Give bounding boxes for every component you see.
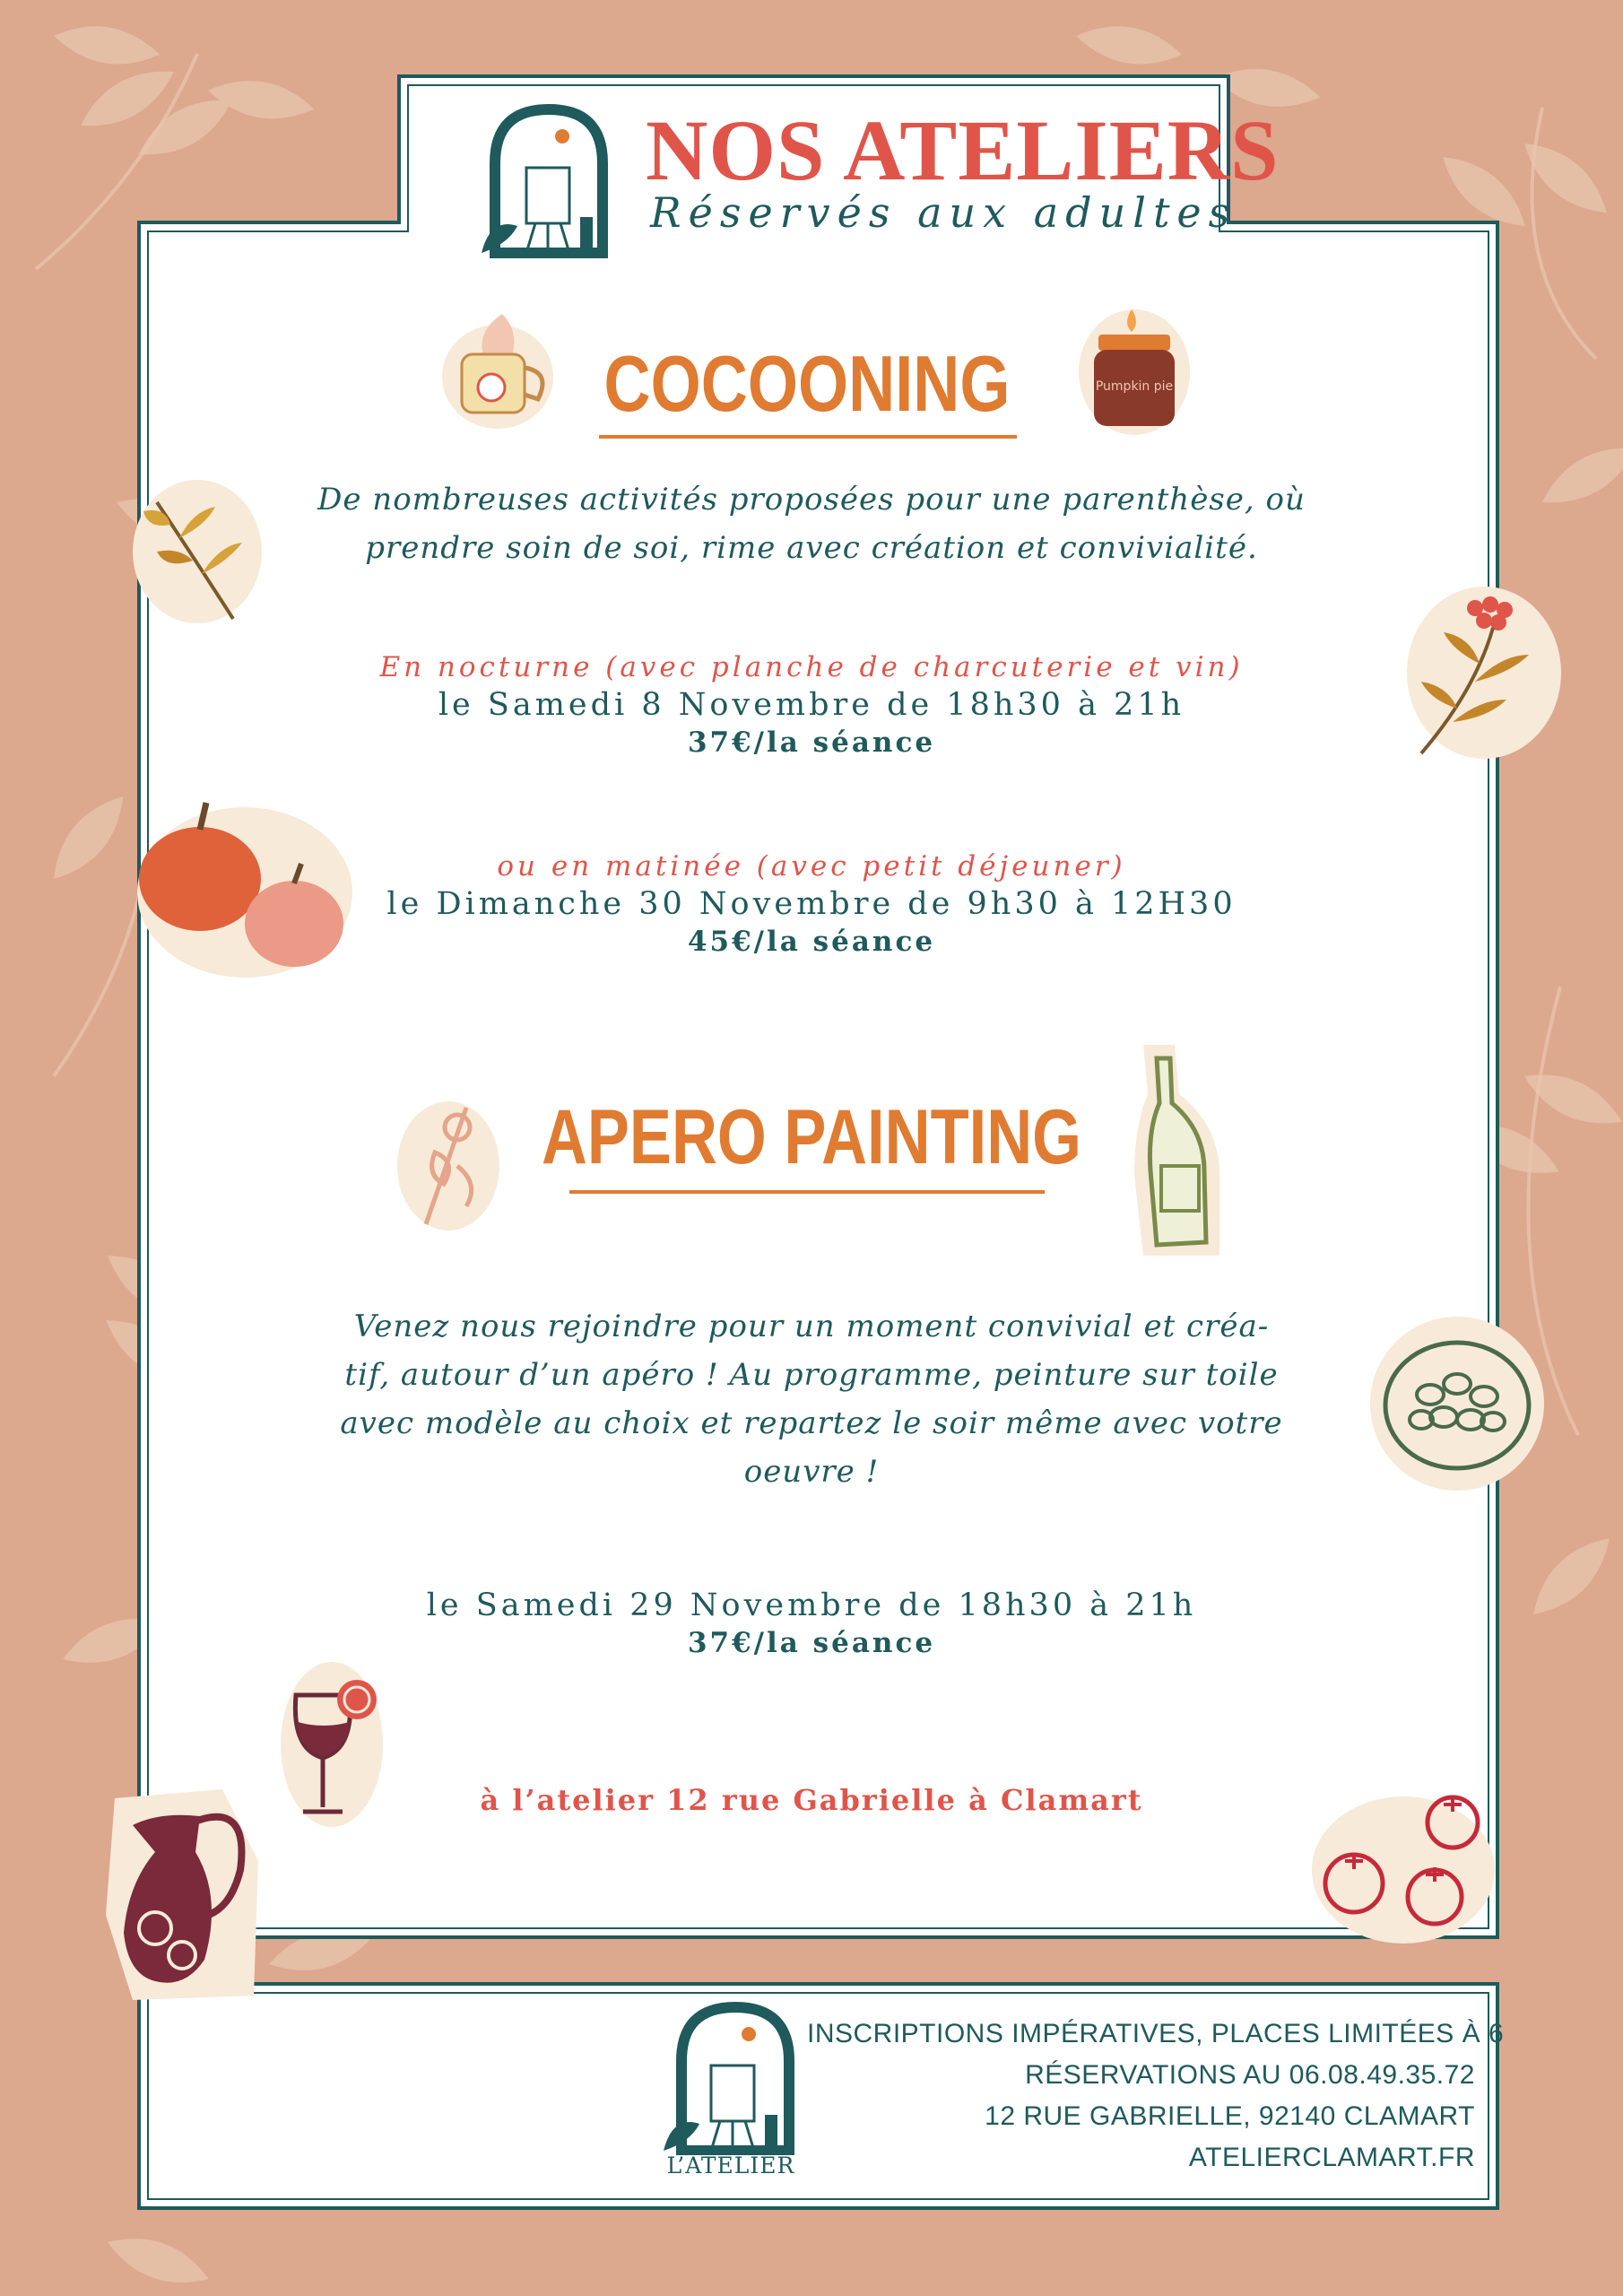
- footer-website-link[interactable]: ATELIERCLAMART.FR: [1188, 2143, 1475, 2172]
- apero-description-line-2: tif, autour d’un apéro ! Au programme, peinture sur toile: [344, 1357, 1279, 1393]
- olives-bowl-sticker-icon: [1367, 1314, 1547, 1493]
- apero-description-line-4: oeuvre !: [743, 1454, 880, 1490]
- apero-title: APERO PAINTING: [541, 1094, 1082, 1180]
- page-title: NOS ATELIERS: [646, 102, 1280, 198]
- rowan-branch-sticker-icon: [1403, 583, 1565, 762]
- sangria-jug-sticker-icon: [97, 1780, 267, 2005]
- apero-title-underline: [569, 1190, 1045, 1194]
- session-date: le Samedi 29 Novembre de 18h30 à 21h: [426, 1587, 1197, 1623]
- pumpkins-sticker-icon: [133, 794, 357, 982]
- cocooning-title-underline: [599, 435, 1017, 439]
- candle-label: Pumpkin pie: [1095, 379, 1174, 394]
- cocooning-session-evening: [269, 651, 1354, 759]
- apero-description-line-1: Venez nous rejoindre pour un moment convivial et créa-: [353, 1309, 1270, 1344]
- workshop-location: à l’atelier 12 rue Gabrielle à Clamart: [480, 1783, 1143, 1817]
- session-price: 37€/la séance: [687, 1627, 936, 1659]
- atelier-logo: [482, 100, 616, 262]
- page-subtitle: Réservés aux adultes: [650, 188, 1237, 237]
- footer-atelier-logo: [659, 1998, 803, 2155]
- session-label: ou en matinée (avec petit déjeuner): [497, 850, 1126, 883]
- tomatoes-sticker-icon: [1309, 1785, 1497, 1946]
- session-date: le Dimanche 30 Novembre de 9h30 à 12H30: [386, 886, 1237, 922]
- cocooning-description-line-1: De nombreuses activités proposées pour une parenthèse, où: [317, 482, 1306, 517]
- cocooning-description-line-2: prendre soin de soi, rime avec création et convivialité.: [365, 530, 1258, 566]
- wine-glass-sticker-icon: [278, 1659, 386, 1830]
- wine-bottle-sticker-icon: [1107, 1040, 1233, 1265]
- apero-description: [269, 1302, 1354, 1496]
- candle-jar-sticker-icon: [1076, 300, 1193, 435]
- autumn-branch-sticker-icon: [130, 475, 265, 628]
- cocooning-session-morning: [269, 850, 1354, 958]
- session-price: 37€/la séance: [687, 726, 936, 759]
- session-date: le Samedi 8 Novembre de 18h30 à 21h: [438, 687, 1185, 723]
- cocooning-description: [269, 475, 1354, 572]
- session-label: En nocturne (avec planche de charcuterie et vin): [379, 651, 1244, 683]
- footer-address: 12 RUE GABRIELLE, 92140 CLAMART: [985, 2101, 1475, 2131]
- skewer-sticker-icon: [395, 1099, 502, 1233]
- apero-description-line-3: avec modèle au choix et repartez le soir même avec votre: [340, 1405, 1283, 1441]
- footer-registration-note: INSCRIPTIONS IMPÉRATIVES, PLACES LIMITÉES À 6: [807, 2019, 1505, 2048]
- footer-phone[interactable]: RÉSERVATIONS AU 06.08.49.35.72: [1025, 2060, 1475, 2090]
- session-price: 45€/la séance: [687, 926, 936, 958]
- footer-contact-info: [807, 2013, 1505, 2179]
- mug-sticker-icon: [439, 305, 565, 430]
- cocooning-title: COCOONING: [603, 339, 1011, 428]
- apero-session: [269, 1587, 1354, 1659]
- footer-brand-name: L’ATELIER: [666, 2152, 795, 2179]
